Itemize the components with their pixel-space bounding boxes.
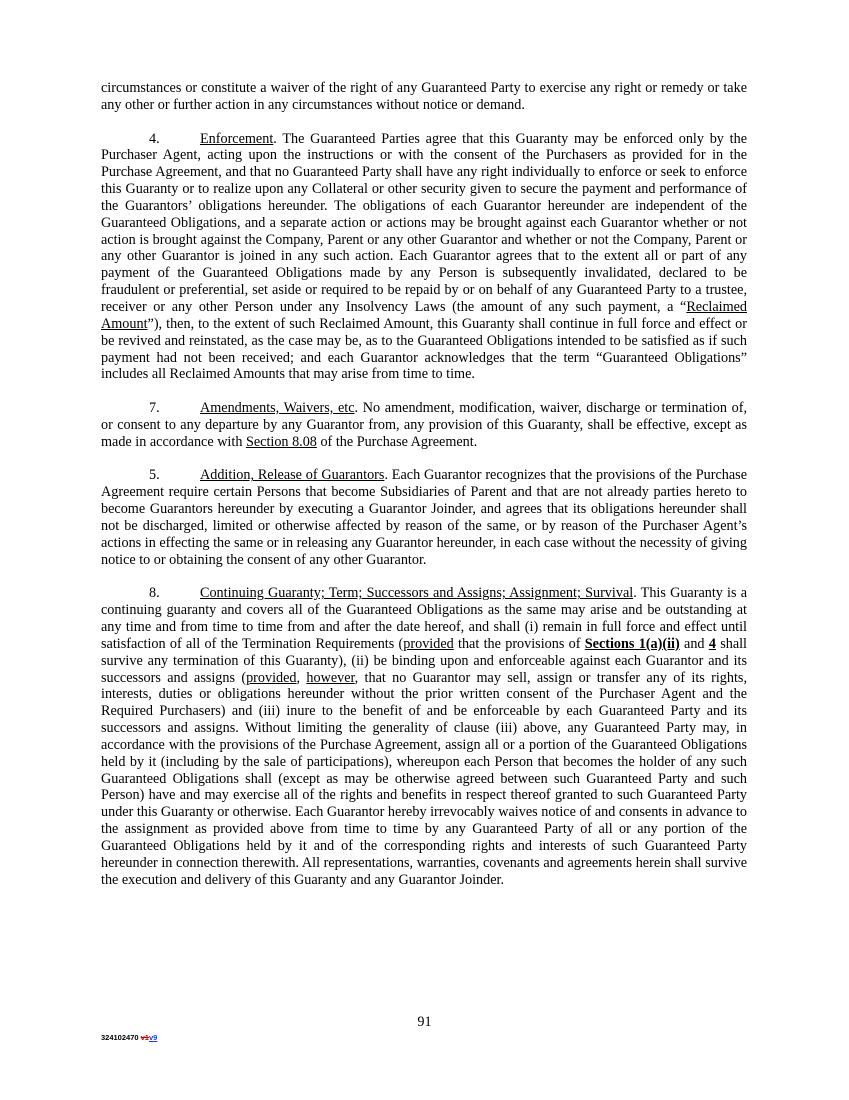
section-number: 7. [149,400,160,417]
page-number: 91 [417,1014,432,1030]
version-deleted: v1 [140,1033,149,1042]
section-reference: 4 [708,635,716,652]
however-term: however [306,669,355,686]
section-reference: Sections 1(a)(ii) [584,635,680,652]
version-inserted: v9 [148,1033,158,1042]
section-number: 8. [149,585,160,602]
provided-term: provided [246,669,297,686]
defined-term: Reclaimed Amount [101,298,747,332]
document-body [101,80,747,905]
intro-paragraph: circumstances or constitute a waiver of the right of any Guaranteed Party to exercise any right or remedy or take any other or further action in any circumstances without notice or demand. [101,80,747,113]
section-4-paragraph: 4. Enforcement. The Guaranteed Parties agree that this Guaranty may be enforced only by the Purchaser Agent, acting upon the instructions or with the consent of the Purchasers as provided for in the Purchase Agreement, and that no Guaranteed Party shall have any right individually to enforce or seek to enforce this Guaranty or to realize upon any Collateral or other security given to secure the payment and performance of the Guarantors’ obligations hereunder. The obligations of each Guarantor hereunder are independent of the Guaranteed Obligations, and a separate action or actions may be brought against each Guarantor whether or not action is brought against the Company, Parent or any other Guarantor and whether or not the Company, Parent or any other Guarantor is joined in any such action. Each Guarantor agrees that to the extent all or part of any payment of the Guaranteed Obligations made by any Person is subsequently invalidated, declared to be fraudulent or preferential, set aside or required to be repaid by or on behalf of any Guaranteed Party to a trustee, receiver or any other Person under any Insolvency Laws (the amount of any such payment, a “Reclaimed Amount”), then, to the extent of such Reclaimed Amount, this Guaranty shall continue in full force and effect or be revived and reinstated, as the case may be, as to the Guaranteed Obligations intended to be satisfied as if such payment had not been received; and each Guarantor acknowledges that the term “Guaranteed Obligations” includes all Reclaimed Amounts that may arise from time to time. [101,130,747,383]
provided-term: provided [403,635,454,652]
section-number: 4. [149,130,160,147]
section-title: Addition, Release of Guarantors [200,467,385,484]
section-8-paragraph: 8. Continuing Guaranty; Term; Successors and Assigns; Assignment; Survival. This Guaranty is a continuing guaranty and covers all of the Guaranteed Obligations as the same may arise and be outstanding at any time and from time to time from and after the date hereof, and shall (i) remain in full force and effect until satisfaction of all of the Termination Requirements (provided that the provisions of Sections 1(a)(ii) and 4 shall survive any termination of this Guaranty), (ii) be binding upon and enforceable against each Guarantor and its successors and assigns (provided, however, that no Guarantor may sell, assign or transfer any of its rights, interests, duties or obligations hereunder without the prior written consent of the Purchaser Agent and the Required Purchasers) and (iii) inure to the benefit of and be enforceable by each Guaranteed Party and its successors and assigns. Without limiting the generality of clause (iii) above, any Guaranteed Party may, in accordance with the provisions of the Purchase Agreement, assign all or a portion of the Guaranteed Obligations held by it (including by the sale of participations), whereupon each Person that becomes the holder of any such Guaranteed Obligations shall (except as may be otherwise agreed between such Guaranteed Party and such Person) have and may exercise all of the rights and benefits in respect thereof granted to such Guaranteed Party under this Guaranty or otherwise. Each Guarantor hereby irrevocably waives notice of and consents in advance to the assignment as provided above from time to time by any Guaranteed Party of all or any portion of the Guaranteed Obligations held by it and of the corresponding rights and interests of such Guaranteed Party hereunder in connection therewith. All representations, warranties, covenants and agreements herein shall survive the execution and delivery of this Guaranty and any Guarantor Joinder. [101,585,748,888]
section-title: Amendments, Waivers, etc [200,400,355,417]
section-title: Continuing Guaranty; Term; Successors and Assigns; Assignment; Survival [200,585,634,602]
section-number: 5. [149,467,160,484]
section-title: Enforcement [200,130,274,147]
section-5-paragraph: 5. Addition, Release of Guarantors. Each Guarantor recognizes that the provisions of the Purchase Agreement require certain Persons that become Subsidiaries of Parent and that are not already parties hereto to become Guarantors hereunder by executing a Guarantor Joinder, and agrees that its obligations hereunder shall not be discharged, limited or otherwise affected by reason of the same, or by reason of the Purchaser Agent’s actions in effecting the same or in releasing any Guarantor hereunder, in each case without the necessity of giving notice to or obtaining the consent of any other Guarantor. [101,467,747,568]
section-7-paragraph: 7. Amendments, Waivers, etc. No amendment, modification, waiver, discharge or termination of, or consent to any departure by any Guarantor from, any provision of this Guaranty, shall be effective, except as made in accordance with Section 8.08 of the Purchase Agreement. [101,400,747,450]
section-reference: Section 8.08 [245,433,317,450]
document-id: 324102470 v1v9 [101,1033,158,1042]
